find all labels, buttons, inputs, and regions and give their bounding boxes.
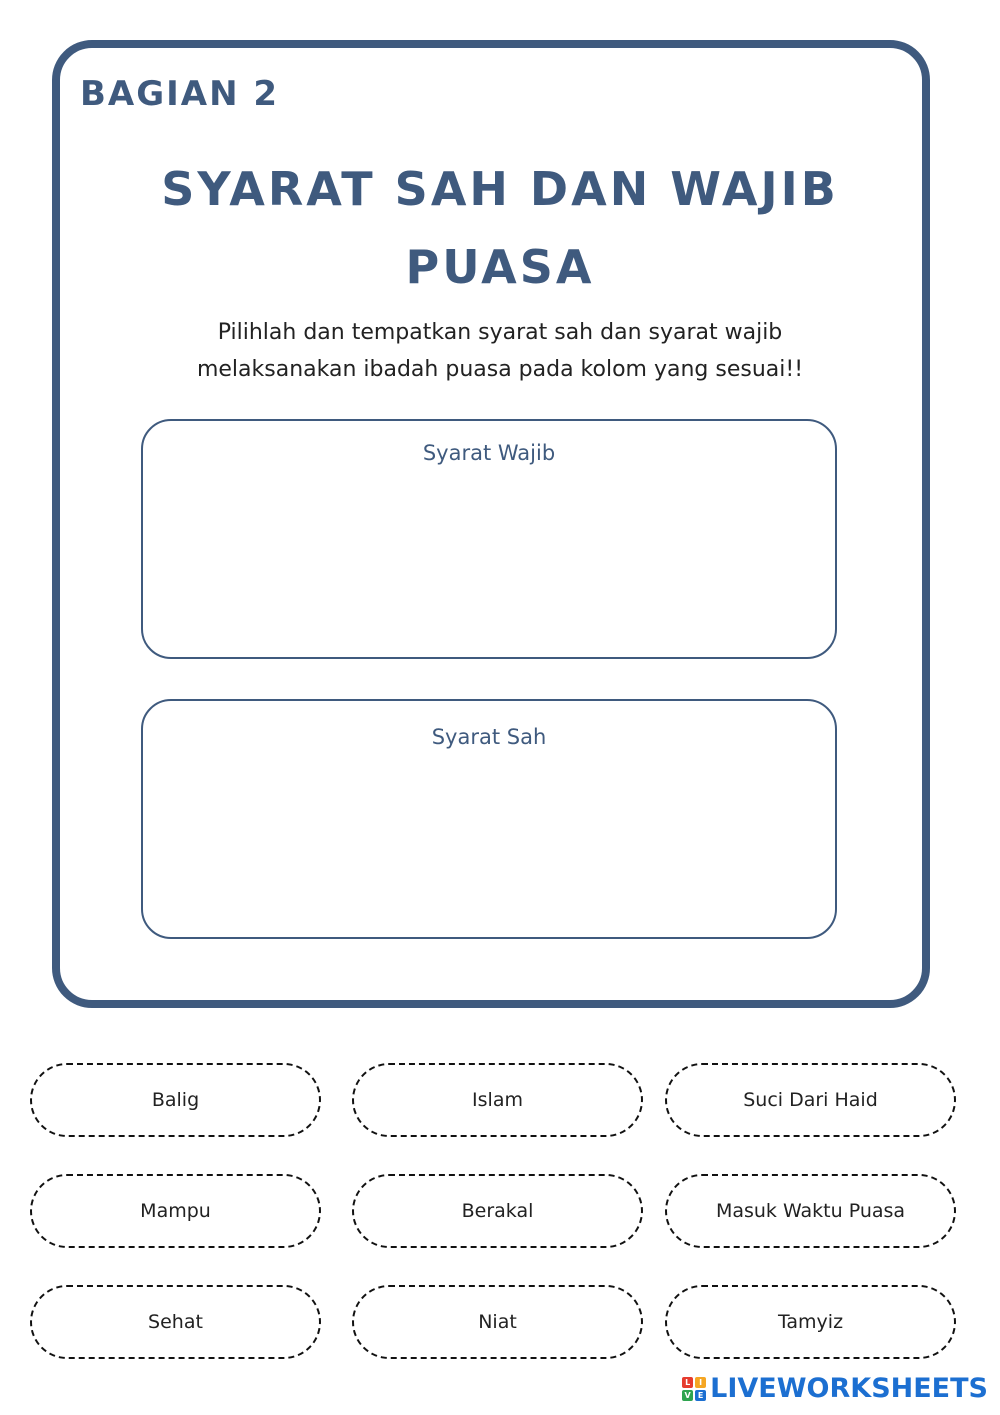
page-title-line-2: PUASA — [405, 240, 595, 294]
option-chip-suci-dari-haid[interactable]: Suci Dari Haid — [665, 1063, 956, 1137]
section-label: BAGIAN 2 — [80, 74, 280, 114]
instruction-line-1: Pilihlah dan tempatkan syarat sah dan syarat wajib — [217, 320, 783, 345]
logo-text: LIVEWORKSHEETS — [710, 1373, 988, 1404]
option-chip-tamyiz[interactable]: Tamyiz — [665, 1285, 956, 1359]
option-chip-berakal[interactable]: Berakal — [352, 1174, 643, 1248]
page-title-line-1: SYARAT SAH DAN WAJIB — [161, 162, 839, 216]
liveworksheets-logo — [682, 1373, 988, 1404]
option-chip-masuk-waktu-puasa[interactable]: Masuk Waktu Puasa — [665, 1174, 956, 1248]
logo-letter: E — [695, 1390, 706, 1401]
drop-zone-syarat-wajib[interactable] — [141, 419, 837, 659]
instruction-line-2: melaksanakan ibadah puasa pada kolom yang sesuai!! — [196, 357, 804, 382]
option-chip-sehat[interactable]: Sehat — [30, 1285, 321, 1359]
option-chip-niat[interactable]: Niat — [352, 1285, 643, 1359]
drop-zone-label: Syarat Sah — [431, 725, 547, 749]
logo-letter: L — [682, 1377, 693, 1388]
drop-zone-syarat-sah[interactable] — [141, 699, 837, 939]
logo-letter: V — [682, 1390, 693, 1401]
logo-icon — [682, 1377, 706, 1401]
option-chip-islam[interactable]: Islam — [352, 1063, 643, 1137]
drop-zone-label: Syarat Wajib — [422, 441, 556, 465]
option-chip-balig[interactable]: Balig — [30, 1063, 321, 1137]
option-chip-mampu[interactable]: Mampu — [30, 1174, 321, 1248]
logo-letter: I — [695, 1377, 706, 1388]
